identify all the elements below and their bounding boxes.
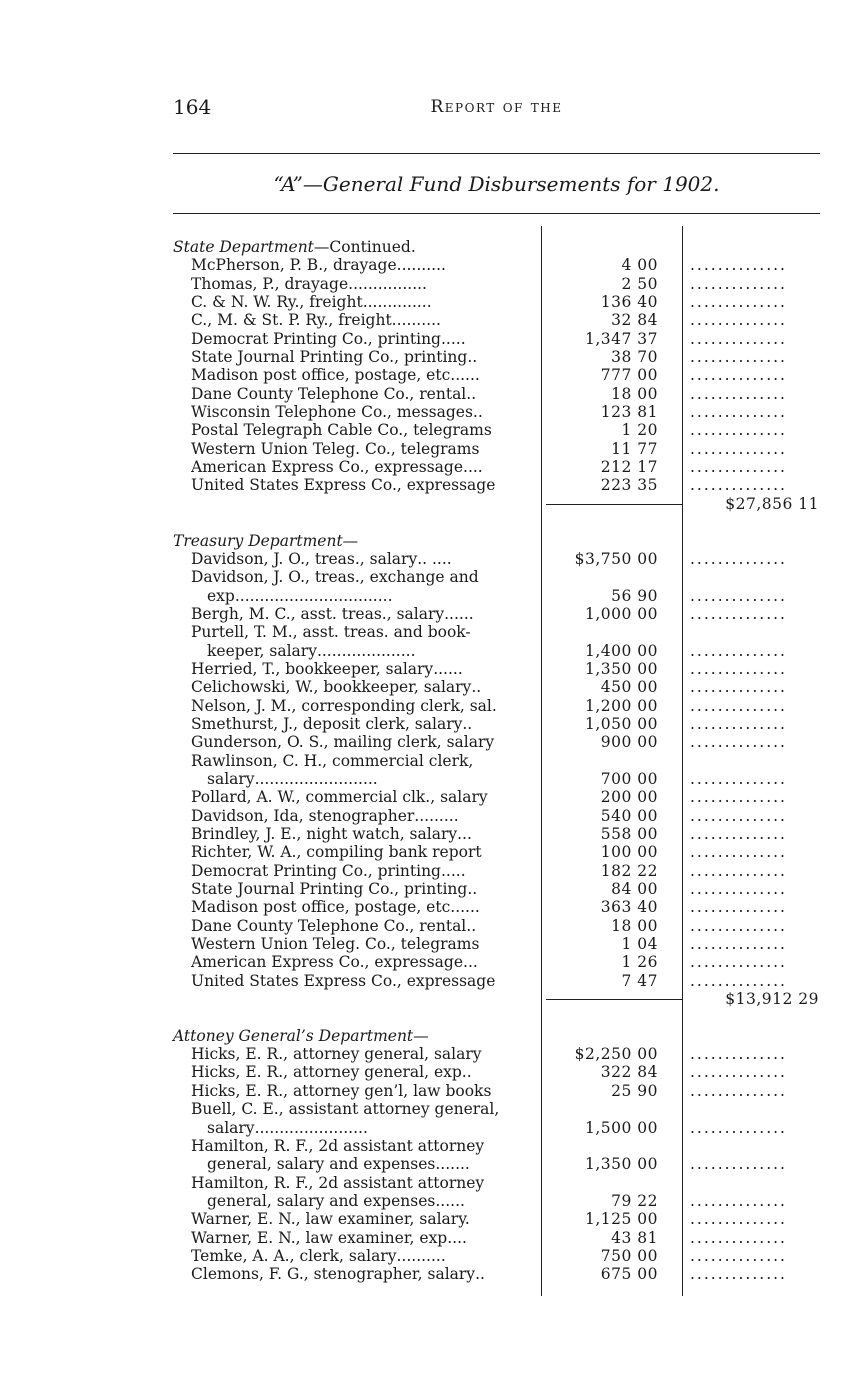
total-column-leader: ..............: [690, 916, 787, 935]
section-heading-row: [173, 532, 833, 550]
table-row: [173, 256, 833, 274]
table-row: [173, 1082, 833, 1100]
table-row: [173, 330, 833, 348]
entry-amount: 43 81: [611, 1228, 658, 1247]
table-row: [173, 1192, 833, 1210]
entry-label: Hamilton, R. F., 2d assistant attorney: [191, 1136, 485, 1155]
entry-amount: 18 00: [611, 916, 658, 935]
entry-amount: 32 84: [611, 311, 658, 330]
table-row: [173, 1155, 833, 1173]
dot-leader: .: [466, 1063, 472, 1082]
entry-amount: 1,000 00: [584, 604, 658, 623]
entry-label: Davidson, Ida, stenographer.........: [191, 806, 459, 825]
section-total: $13,912 29: [725, 990, 819, 1009]
dot-leader: .........: [414, 806, 459, 825]
entry-amount: 200 00: [600, 788, 658, 807]
entry-amount: 363 40: [600, 898, 658, 917]
table-row: [173, 807, 833, 825]
table-row: [173, 366, 833, 384]
page-header: [173, 95, 820, 123]
table-row: [173, 1063, 833, 1081]
total-column-leader: ..............: [690, 458, 787, 477]
entry-amount: 1,350 00: [584, 1155, 658, 1174]
entry-amount: 900 00: [600, 733, 658, 752]
entry-label: American Express Co., expressage...: [191, 953, 478, 972]
table-row: [173, 568, 833, 586]
entry-amount: 18 00: [611, 384, 658, 403]
entry-label: Democrat Printing Co., printing.....: [191, 861, 466, 880]
table-row: [173, 972, 833, 990]
table-row: [173, 898, 833, 916]
table-row: [173, 1265, 833, 1283]
entry-amount: 7 47: [621, 971, 658, 990]
total-column-leader: ..............: [690, 1045, 787, 1064]
dot-leader: .......................: [254, 1118, 368, 1137]
table-row: [173, 1137, 833, 1155]
dot-leader: .......: [435, 1155, 470, 1174]
entry-amount: 1,050 00: [584, 714, 658, 733]
subtotal-rule: [546, 999, 682, 1000]
entry-label: keeper, salary....................: [207, 641, 416, 660]
table-row: [173, 623, 833, 641]
entry-label: Temke, A. A., clerk, salary..........: [191, 1246, 446, 1265]
entry-amount: 11 77: [611, 439, 658, 458]
total-column-leader: ..............: [690, 696, 787, 715]
table-row: [173, 275, 833, 293]
dot-leader: ..: [466, 384, 477, 403]
entry-amount: 1,347 37: [584, 329, 658, 348]
table-row: [173, 476, 833, 494]
dot-leader: ..........: [396, 256, 446, 275]
entry-label: Hamilton, R. F., 2d assistant attorney: [191, 1173, 485, 1192]
entry-label: Gunderson, O. S., mailing clerk, salary: [191, 733, 495, 752]
dot-leader: ......: [435, 1191, 465, 1210]
entry-label: Dane County Telephone Co., rental..: [191, 384, 477, 403]
dot-leader: ...: [452, 1228, 467, 1247]
entry-label: Nelson, J. M., corresponding clerk, sal.: [191, 696, 497, 715]
entry-label: United States Express Co., expressage: [191, 476, 496, 495]
total-column-leader: ..............: [690, 935, 787, 954]
dot-leader: .....: [440, 329, 466, 348]
total-column-leader: ..............: [690, 1265, 787, 1284]
entry-amount: 4 00: [621, 256, 658, 275]
entry-label: Madison post office, postage, etc......: [191, 898, 480, 917]
total-column-leader: ..............: [690, 769, 787, 788]
table-row: [173, 715, 833, 733]
table-row: [173, 697, 833, 715]
entry-amount: 558 00: [600, 825, 658, 843]
entry-amount: $2,250 00: [574, 1045, 658, 1064]
table-row: [173, 862, 833, 880]
dot-leader: ..............: [362, 293, 432, 312]
entry-amount: $3,750 00: [574, 549, 658, 568]
dot-leader: ..: [475, 1265, 485, 1284]
total-column-leader: ..............: [690, 476, 787, 495]
section-heading-row: [173, 1027, 833, 1045]
entry-amount: 750 00: [600, 1246, 658, 1265]
total-column-leader: ..............: [690, 806, 787, 825]
dot-leader: ...: [457, 825, 472, 843]
page-number: 164: [173, 95, 212, 119]
entry-label: Hicks, E. R., attorney general, exp..: [191, 1063, 472, 1082]
dot-leader: ................: [348, 274, 427, 293]
entry-amount: 1 04: [621, 935, 658, 954]
total-column-leader: ..............: [690, 1063, 787, 1082]
entry-amount: 777 00: [600, 366, 658, 385]
table-row: [173, 935, 833, 953]
table-row: [173, 1247, 833, 1265]
section-heading-suffix: —Continued.: [313, 238, 416, 256]
total-column-leader: ..............: [690, 329, 787, 348]
table-row: [173, 440, 833, 458]
entry-amount: 322 84: [600, 1063, 658, 1082]
table-row: [173, 385, 833, 403]
entry-label: C. & N. W. Ry., freight..............: [191, 293, 432, 312]
dot-leader: ....: [463, 458, 483, 477]
total-column-leader: ..............: [690, 293, 787, 312]
total-column-leader: ..............: [690, 733, 787, 752]
entry-label: general, salary and expenses.......: [207, 1155, 470, 1174]
dot-leader: ..: [472, 403, 483, 422]
entry-amount: 1 20: [621, 421, 658, 440]
entry-amount: 1,350 00: [584, 659, 658, 678]
dot-leader: ..: [467, 880, 478, 899]
dot-leader: ..: [462, 714, 473, 733]
entry-amount: 100 00: [600, 843, 658, 862]
total-column-leader: ..............: [690, 971, 787, 990]
total-column-leader: ..............: [690, 1228, 787, 1247]
table-row: [173, 752, 833, 770]
total-column-leader: ..............: [690, 1246, 787, 1265]
entry-amount: 84 00: [611, 880, 658, 899]
dot-leader: ..........: [396, 1246, 446, 1265]
entry-label: Western Union Teleg. Co., telegrams: [191, 935, 480, 954]
total-column-leader: ..............: [690, 384, 787, 403]
table-title: “A”—General Fund Disbursements for 1902.: [273, 172, 720, 196]
entry-label: Warner, E. N., law examiner, exp....: [191, 1228, 467, 1247]
table-row: [173, 1008, 833, 1026]
total-column-leader: ..............: [690, 1191, 787, 1210]
table-row: [173, 1174, 833, 1192]
section-heading: Attoney General’s Department—: [173, 1026, 429, 1045]
total-column-leader: ..............: [690, 1210, 787, 1229]
title-bottom-rule: [173, 213, 820, 214]
entry-label: Brindley, J. E., night watch, salary...: [191, 825, 472, 843]
table-row: [173, 1045, 833, 1063]
total-column-leader: ..............: [690, 1155, 787, 1174]
table-row: [173, 421, 833, 439]
table-row: [173, 311, 833, 329]
entry-label: McPherson, P. B., drayage..........: [191, 256, 446, 275]
dot-leader: ..........: [391, 311, 441, 330]
entry-amount: 212 17: [600, 458, 658, 477]
section-heading-row: [173, 238, 833, 256]
entry-label: Richter, W. A., compiling bank report: [191, 843, 482, 862]
table-row: [173, 1229, 833, 1247]
entry-label: State Journal Printing Co., printing..: [191, 880, 478, 899]
entry-amount: 182 22: [600, 861, 658, 880]
entry-label: Western Union Teleg. Co., telegrams: [191, 439, 480, 458]
entry-label: Herried, T., bookkeeper, salary......: [191, 659, 463, 678]
table-row: [173, 1100, 833, 1118]
dot-leader: ...............................: [239, 586, 393, 605]
table-row: [173, 917, 833, 935]
total-column-leader: ..............: [690, 641, 787, 660]
entry-label: Pollard, A. W., commercial clk., salary: [191, 788, 488, 807]
total-column-leader: ..............: [690, 403, 787, 422]
entry-label: exp................................: [207, 586, 393, 605]
entry-label: general, salary and expenses......: [207, 1191, 465, 1210]
entry-label: Celichowski, W., bookkeeper, salary..: [191, 678, 482, 697]
table-row: [173, 1119, 833, 1137]
table-row: [173, 678, 833, 696]
entry-label: Wisconsin Telephone Co., messages..: [191, 403, 483, 422]
entry-amount: 1,500 00: [584, 1118, 658, 1137]
entry-label: State Journal Printing Co., printing..: [191, 348, 478, 367]
table-row: [173, 605, 833, 623]
entry-amount: 38 70: [611, 348, 658, 367]
entry-label: salary.......................: [207, 1118, 368, 1137]
subtotal-rule: [546, 504, 682, 505]
entry-amount: 223 35: [600, 476, 658, 495]
entry-label: Thomas, P., drayage................: [191, 274, 427, 293]
section-total: $27,856 11: [725, 494, 819, 513]
entry-label: Warner, E. N., law examiner, salary.: [191, 1210, 470, 1229]
entry-label: salary.........................: [207, 769, 378, 788]
table-row: [173, 587, 833, 605]
dot-leader: ......: [433, 659, 463, 678]
total-column-leader: ..............: [690, 604, 787, 623]
table-row: [173, 458, 833, 476]
table-row: [173, 348, 833, 366]
table-row: [173, 843, 833, 861]
total-column-leader: ..............: [690, 439, 787, 458]
dot-leader: ......: [444, 604, 474, 623]
table-row: [173, 550, 833, 568]
total-column-leader: ..............: [690, 311, 787, 330]
entry-label: Democrat Printing Co., printing.....: [191, 329, 466, 348]
table-row: [173, 660, 833, 678]
section-total-row: [173, 990, 833, 1008]
section-heading: Treasury Department—: [173, 531, 359, 550]
entry-label: American Express Co., expressage....: [191, 458, 483, 477]
total-column-leader: ..............: [690, 825, 787, 843]
entry-label: Postal Telegraph Cable Co., telegrams: [191, 421, 492, 440]
entry-amount: 1,125 00: [584, 1210, 658, 1229]
table-row: [173, 733, 833, 751]
entry-amount: 1,200 00: [584, 696, 658, 715]
entry-amount: 1 26: [621, 953, 658, 972]
table-row: [173, 642, 833, 660]
dot-leader: ..: [471, 678, 482, 697]
total-column-leader: ..............: [690, 549, 787, 568]
table-row: [173, 770, 833, 788]
entry-label: Hicks, E. R., attorney general, salary: [191, 1045, 482, 1064]
entry-amount: 450 00: [600, 678, 658, 697]
dot-leader: ..: [467, 348, 478, 367]
total-column-leader: ..............: [690, 1118, 787, 1137]
entry-label: Purtell, T. M., asst. treas. and book-: [191, 623, 471, 642]
table-row: [173, 513, 833, 531]
entry-label: Dane County Telephone Co., rental..: [191, 916, 477, 935]
entry-label: Rawlinson, C. H., commercial clerk,: [191, 751, 474, 770]
entry-label: Hicks, E. R., attorney gen’l, law books: [191, 1081, 492, 1100]
title-top-rule: [173, 153, 820, 154]
dot-leader: .....: [455, 366, 480, 385]
section-heading: State Department—Continued.: [173, 238, 416, 256]
total-column-leader: ..............: [690, 788, 787, 807]
total-column-leader: ..............: [690, 1081, 787, 1100]
total-column-leader: ..............: [690, 256, 787, 275]
entry-amount: 675 00: [600, 1265, 658, 1284]
table-row: [173, 953, 833, 971]
dot-leader: ...: [463, 953, 478, 972]
total-column-leader: ..............: [690, 898, 787, 917]
entry-label: Davidson, J. O., treas., exchange and: [191, 568, 479, 587]
total-column-leader: ..............: [690, 953, 787, 972]
dot-leader: ....................: [316, 641, 416, 660]
dot-leader: .........................: [254, 769, 378, 788]
table-row: [173, 293, 833, 311]
total-column-leader: ..............: [690, 586, 787, 605]
entry-amount: 56 90: [611, 586, 658, 605]
entry-amount: 136 40: [600, 293, 658, 312]
entry-amount: 79 22: [611, 1191, 658, 1210]
dot-leader: ..: [466, 916, 477, 935]
dot-leader: .....: [455, 898, 480, 917]
total-column-leader: ..............: [690, 366, 787, 385]
table-row: [173, 1210, 833, 1228]
total-column-leader: ..............: [690, 659, 787, 678]
disbursement-table: [173, 238, 833, 1284]
entry-label: Davidson, J. O., treas., salary.. ....: [191, 549, 452, 568]
total-column-leader: ..............: [690, 861, 787, 880]
dot-leader: .....: [440, 861, 466, 880]
entry-label: Buell, C. E., assistant attorney general,: [191, 1100, 500, 1119]
table-row: [173, 825, 833, 843]
running-head: Report of the: [430, 97, 563, 117]
entry-amount: 1,400 00: [584, 641, 658, 660]
entry-label: Bergh, M. C., asst. treas., salary......: [191, 604, 474, 623]
total-column-leader: ..............: [690, 348, 787, 367]
entry-label: Madison post office, postage, etc......: [191, 366, 480, 385]
total-column-leader: ..............: [690, 880, 787, 899]
entry-label: Clemons, F. G., stenographer, salary..: [191, 1265, 485, 1284]
total-column-leader: ..............: [690, 678, 787, 697]
total-column-leader: ..............: [690, 843, 787, 862]
table-row: [173, 788, 833, 806]
table-row: [173, 403, 833, 421]
total-column-leader: ..............: [690, 274, 787, 293]
entry-amount: 700 00: [600, 769, 658, 788]
table-row: [173, 880, 833, 898]
section-total-row: [173, 495, 833, 513]
entry-label: United States Express Co., expressage: [191, 971, 496, 990]
entry-amount: 123 81: [600, 403, 658, 422]
total-column-leader: ..............: [690, 714, 787, 733]
entry-label: C., M. & St. P. Ry., freight..........: [191, 311, 441, 330]
dot-leader: .. ....: [417, 549, 452, 568]
entry-amount: 2 50: [621, 274, 658, 293]
entry-label: Smethurst, J., deposit clerk, salary..: [191, 714, 473, 733]
total-column-leader: ..............: [690, 421, 787, 440]
entry-amount: 540 00: [600, 806, 658, 825]
entry-amount: 25 90: [611, 1081, 658, 1100]
